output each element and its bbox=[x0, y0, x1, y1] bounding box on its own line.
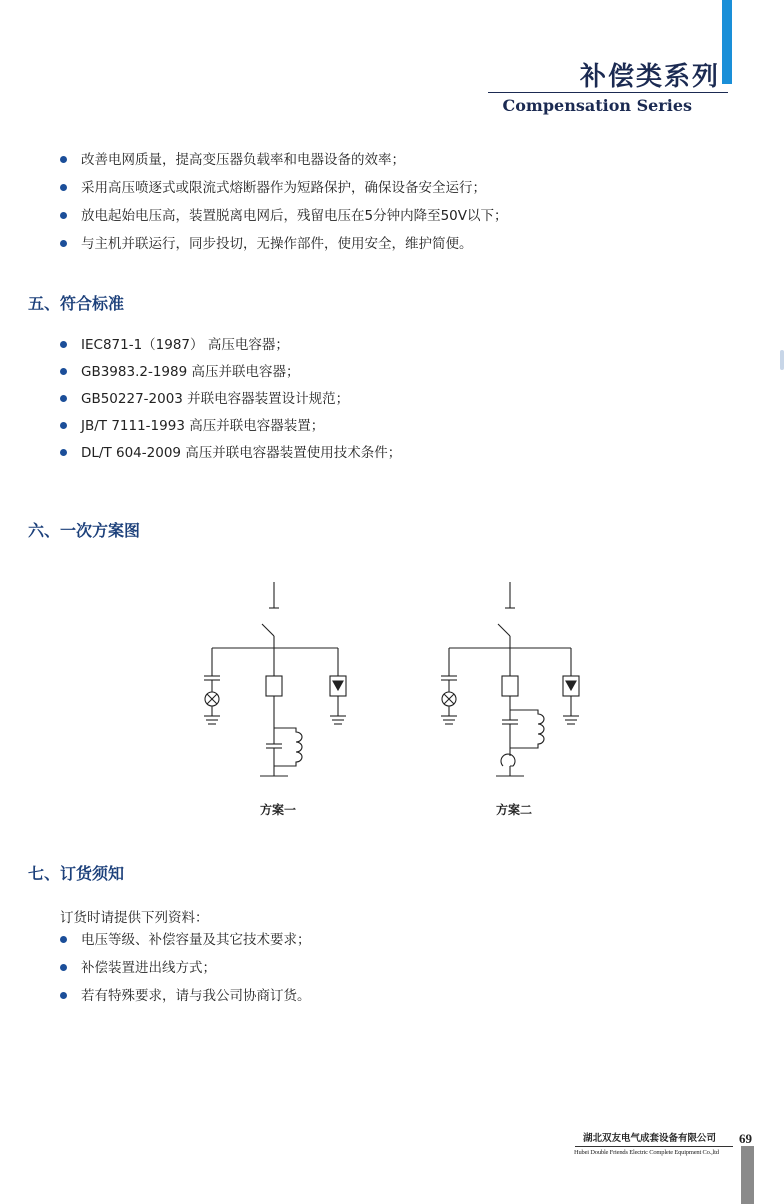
header-divider bbox=[488, 92, 728, 93]
ordering-intro: 订货时请提供下列资料： bbox=[60, 910, 209, 926]
scheme-one-diagram bbox=[204, 582, 346, 776]
list-item: 补偿装置进出线方式； bbox=[60, 958, 311, 986]
section-heading-ordering: 七、订货须知 bbox=[28, 864, 125, 883]
list-item: 采用高压喷逐式或限流式熔断器作为短路保护，确保设备安全运行； bbox=[60, 178, 508, 206]
scheme-two-diagram bbox=[441, 582, 579, 776]
footer-company-en: Hubei Double Friends Electric Complete Equipment Co.,ltd bbox=[574, 1149, 719, 1156]
scheme-one-caption: 方案一 bbox=[259, 803, 296, 817]
ordering-list bbox=[60, 930, 311, 1014]
standards-list bbox=[60, 335, 401, 470]
list-item: IEC871-1（1987） 高压电容器； bbox=[60, 335, 401, 362]
list-item: GB50227-2003 并联电容器装置设计规范； bbox=[60, 389, 401, 416]
scheme-two-caption: 方案二 bbox=[495, 803, 532, 817]
page-number: 69 bbox=[739, 1131, 752, 1146]
list-item: GB3983.2-1989 高压并联电容器； bbox=[60, 362, 401, 389]
section-heading-scheme: 六、一次方案图 bbox=[28, 521, 141, 540]
footer-accent-bar bbox=[741, 1146, 754, 1204]
series-title-en: Compensation Series bbox=[502, 96, 692, 115]
header-accent-bar bbox=[722, 0, 732, 84]
page-edge-marker bbox=[780, 350, 784, 370]
list-item: 与主机并联运行，同步投切，无操作部件，使用安全，维护简便。 bbox=[60, 234, 508, 262]
list-item: JB/T 7111-1993 高压并联电容器装置； bbox=[60, 416, 401, 443]
primary-scheme-diagram bbox=[0, 570, 784, 790]
feature-list bbox=[60, 150, 508, 262]
footer-divider bbox=[575, 1146, 733, 1147]
list-item: 若有特殊要求，请与我公司协商订货。 bbox=[60, 986, 311, 1014]
series-title-cn: 补偿类系列 bbox=[579, 62, 720, 92]
footer-company-cn: 湖北双友电气成套设备有限公司 bbox=[583, 1133, 717, 1144]
list-item: 放电起始电压高，装置脱离电网后，残留电压在5分钟内降至50V以下； bbox=[60, 206, 508, 234]
list-item: 电压等级、补偿容量及其它技术要求； bbox=[60, 930, 311, 958]
list-item: DL/T 604-2009 高压并联电容器装置使用技术条件； bbox=[60, 443, 401, 470]
section-heading-standards: 五、符合标准 bbox=[28, 294, 125, 313]
list-item: 改善电网质量，提高变压器负载率和电器设备的效率； bbox=[60, 150, 508, 178]
